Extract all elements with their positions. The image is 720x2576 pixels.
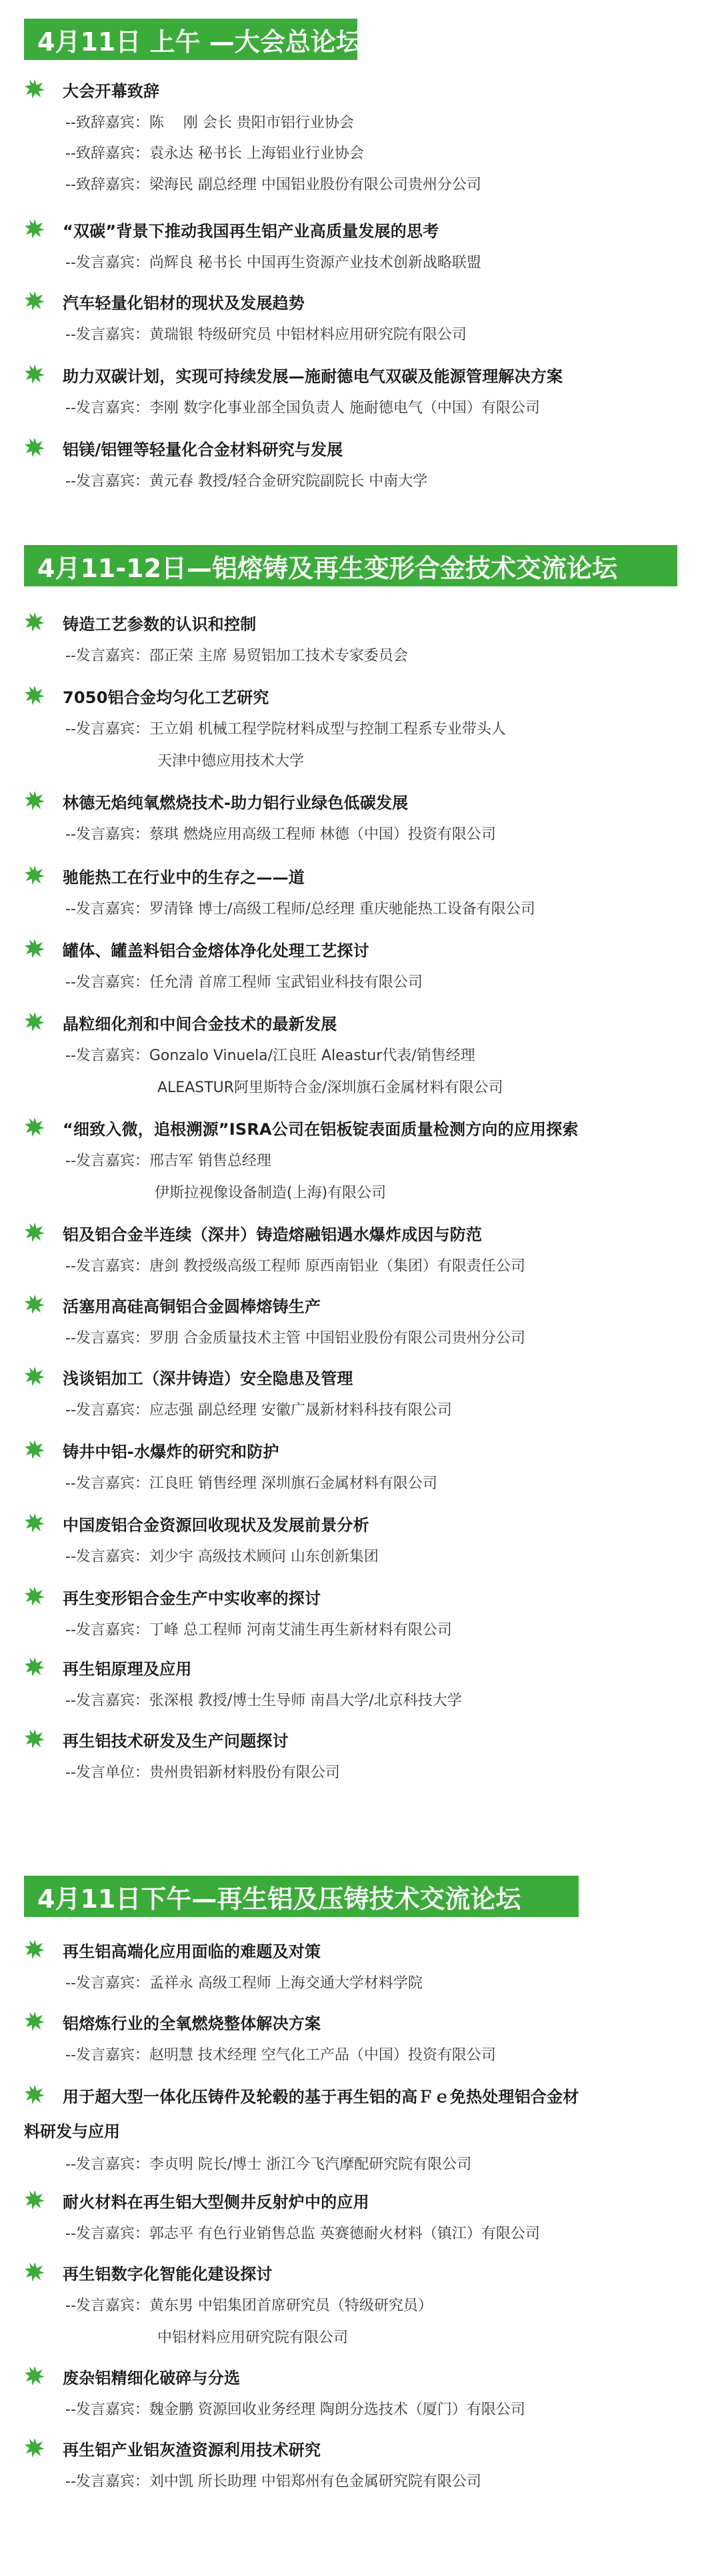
speaker-line: --致辞嘉宾：陈 刚 会长 贵阳市铝行业协会 <box>65 114 354 131</box>
agenda-item-title <box>24 1723 289 1755</box>
agenda-item-title-text: 大会开幕致辞 <box>63 81 160 101</box>
agenda-item-title <box>24 680 269 712</box>
agenda-item-title-text: 中国废铝合金资源回收现状及发展前景分析 <box>63 1515 369 1535</box>
agenda-item-title-text: 再生铝产业铝灰渣资源利用技术研究 <box>63 2440 321 2459</box>
leaf-bullet-icon <box>24 1728 45 1750</box>
speaker-line: --发言嘉宾：郭志平 有色行业销售总监 英赛德耐火材料（镇江）有限公司 <box>65 2225 540 2242</box>
leaf-bullet-icon <box>24 437 45 458</box>
agenda-item-title-continued: 料研发与应用 <box>24 2122 120 2141</box>
speaker-line: --发言嘉宾：孟祥永 高级工程师 上海交通大学材料学院 <box>65 1974 423 1992</box>
agenda-item-title <box>24 73 159 105</box>
speaker-line: --发言嘉宾：黄东男 中铝集团首席研究员（特级研究员） <box>65 2297 433 2314</box>
agenda-item-title <box>24 432 343 464</box>
agenda-item-title-text: 罐体、罐盖料铝合金熔体净化处理工艺探讨 <box>63 941 369 960</box>
leaf-bullet-icon <box>24 1011 45 1033</box>
agenda-item-title <box>24 860 305 892</box>
speaker-line: --发言嘉宾：李贞明 院长/博士 浙江今飞汽摩配研究院有限公司 <box>65 2156 472 2173</box>
leaf-bullet-icon <box>24 612 45 633</box>
agenda-item-title <box>24 358 563 390</box>
speaker-line: --发言嘉宾：江良旺 销售经理 深圳旗石金属材料有限公司 <box>65 1475 437 1492</box>
agenda-item-title-text: 再生铝技术研发及生产问题探讨 <box>63 1731 289 1750</box>
speaker-line: --致辞嘉宾：梁海民 副总经理 中国铝业股份有限公司贵州分公司 <box>65 176 481 193</box>
speaker-line: --发言嘉宾：张深根 教授/博士生导师 南昌大学/北京科技大学 <box>65 1692 462 1709</box>
leaf-bullet-icon <box>24 1294 45 1315</box>
speaker-affiliation: 中铝材料应用研究院有限公司 <box>157 2329 349 2346</box>
leaf-bullet-icon <box>24 1656 45 1678</box>
agenda-item-title <box>24 2079 579 2111</box>
agenda-item-title <box>24 1651 192 1683</box>
leaf-bullet-icon <box>24 2437 45 2459</box>
leaf-bullet-icon <box>24 938 45 960</box>
speaker-line: --发言嘉宾：任允清 首席工程师 宝武铝业科技有限公司 <box>65 973 423 991</box>
speaker-affiliation: 天津中德应用技术大学 <box>157 752 305 770</box>
agenda-item-title <box>24 2256 273 2288</box>
agenda-item-title <box>24 1934 321 1966</box>
speaker-line: --发言嘉宾：蔡琪 燃烧应用高级工程师 林德（中国）投资有限公司 <box>65 826 496 843</box>
agenda-item-title-text: 活塞用高硅高铜铝合金圆棒熔铸生产 <box>63 1297 321 1316</box>
speaker-line: --致辞嘉宾：袁永达 秘书长 上海铝业行业协会 <box>65 145 364 162</box>
agenda-item-title-text: 浅谈铝加工（深井铸造）安全隐患及管理 <box>63 1369 353 1388</box>
agenda-item-title-text: 汽车轻量化铝材的现状及发展趋势 <box>63 293 305 313</box>
speaker-line: --发言嘉宾：丁峰 总工程师 河南艾浦生再生新材料有限公司 <box>65 1621 452 1638</box>
agenda-item-title-text: “细致入微，追根溯源”ISRA公司在铝板锭表面质量检测方向的应用探索 <box>63 1119 579 1139</box>
speaker-line: --发言嘉宾：Gonzalo Vinuela/江良旺 Aleastur代表/销售经理 <box>65 1047 475 1064</box>
agenda-item-title <box>24 285 305 317</box>
agenda-item-title-text: 铝及铝合金半连续（深井）铸造熔融铝遇水爆炸成因与防范 <box>63 1225 483 1244</box>
section-header: 4月11-12日—铝熔铸及再生变形合金技术交流论坛 <box>24 545 677 586</box>
speaker-line: --发言嘉宾：刘中凯 所长助理 中铝郑州有色金属研究院有限公司 <box>65 2473 481 2490</box>
agenda-item-title-text: 林德无焰纯氧燃烧技术-助力铝行业绿色低碳发展 <box>63 793 409 812</box>
section-header: 4月11日下午—再生铝及压铸技术交流论坛 <box>24 1876 579 1917</box>
leaf-bullet-icon <box>24 364 45 385</box>
speaker-line: --发言嘉宾：李刚 数字化事业部全国负责人 施耐德电气（中国）有限公司 <box>65 399 540 416</box>
section-header: 4月11日 上午 —大会总论坛 <box>24 19 357 60</box>
agenda-item-title-text: 驰能热工在行业中的生存之——道 <box>63 868 305 887</box>
agenda-item-title <box>24 2184 369 2216</box>
agenda-item-title <box>24 1217 482 1249</box>
agenda-item-title-text: 助力双碳计划，实现可持续发展—施耐德电气双碳及能源管理解决方案 <box>63 366 563 386</box>
speaker-line: --发言嘉宾：尚辉良 秘书长 中国再生资源产业技术创新战略联盟 <box>65 254 481 271</box>
speaker-line: --发言嘉宾：黄瑞银 特级研究员 中铝材料应用研究院有限公司 <box>65 326 467 343</box>
leaf-bullet-icon <box>24 1439 45 1461</box>
leaf-bullet-icon <box>24 790 45 812</box>
speaker-line: --发言嘉宾：罗朋 合金质量技术主管 中国铝业股份有限公司贵州分公司 <box>65 1329 525 1347</box>
agenda-item-title-text: 用于超大型一体化压铸件及轮毂的基于再生铝的高Ｆｅ免热处理铝合金材 <box>63 2087 579 2106</box>
leaf-bullet-icon <box>24 2011 45 2032</box>
agenda-item-title-text: 铸井中铝-水爆炸的研究和防护 <box>63 1442 279 1461</box>
agenda-item-title-text: 铝熔炼行业的全氧燃烧整体解决方案 <box>63 2014 321 2033</box>
speaker-affiliation: ALEASTUR阿里斯特合金/深圳旗石金属材料有限公司 <box>157 1079 503 1096</box>
agenda-item-title <box>24 1507 369 1539</box>
speaker-line: --发言嘉宾：魏金鹏 资源回收业务经理 陶朗分选技术（厦门）有限公司 <box>65 2401 525 2418</box>
speaker-line: --发言嘉宾：邢吉军 销售总经理 <box>65 1152 271 1169</box>
speaker-line: --发言嘉宾：邵正荣 主席 易贸铝加工技术专家委员会 <box>65 647 408 664</box>
agenda-item-title-text: 废杂铝精细化破碎与分选 <box>63 2368 241 2387</box>
leaf-bullet-icon <box>24 219 45 240</box>
leaf-bullet-icon <box>24 1939 45 1960</box>
agenda-item-title <box>24 1289 321 1321</box>
agenda-item-title <box>24 2360 240 2392</box>
agenda-item-title-text: 耐火材料在再生铝大型侧井反射炉中的应用 <box>63 2192 369 2212</box>
speaker-line: --发言嘉宾：刘少宇 高级技术顾问 山东创新集团 <box>65 1548 379 1565</box>
agenda-item-title-text: 铸造工艺参数的认识和控制 <box>63 614 257 634</box>
speaker-line: --发言嘉宾：罗清锋 博士/高级工程师/总经理 重庆驰能热工设备有限公司 <box>65 900 535 918</box>
speaker-line: --发言嘉宾：赵明慧 技术经理 空气化工产品（中国）投资有限公司 <box>65 2046 496 2064</box>
agenda-item-title <box>24 1111 579 1143</box>
agenda-item-title <box>24 2432 321 2464</box>
speaker-line: --发言嘉宾：应志强 副总经理 安徽广晟新材料科技有限公司 <box>65 1401 452 1419</box>
agenda-item-title-text: 7050铝合金均匀化工艺研究 <box>63 688 269 707</box>
speaker-affiliation: 伊斯拉视像设备制造(上海)有限公司 <box>155 1184 387 1201</box>
agenda-item-title <box>24 1006 337 1038</box>
agenda-item-title <box>24 606 256 638</box>
agenda-item-title-text: 再生铝原理及应用 <box>63 1659 192 1678</box>
leaf-bullet-icon <box>24 291 45 312</box>
agenda-item-title-text: 再生铝高端化应用面临的难题及对策 <box>63 1942 321 1961</box>
agenda-item-title-text: 再生变形铝合金生产中实收率的探讨 <box>63 1589 321 1608</box>
speaker-line: --发言单位：贵州贵铝新材料股份有限公司 <box>65 1764 340 1781</box>
speaker-line: --发言嘉宾：王立娟 机械工程学院材料成型与控制工程系专业带头人 <box>65 720 506 738</box>
agenda-item-title-text: 晶粒细化剂和中间合金技术的最新发展 <box>63 1014 337 1033</box>
leaf-bullet-icon <box>24 1513 45 1534</box>
agenda-item-title <box>24 213 439 245</box>
leaf-bullet-icon <box>24 2190 45 2211</box>
leaf-bullet-icon <box>24 1222 45 1243</box>
leaf-bullet-icon <box>24 2084 45 2106</box>
agenda-item-title <box>24 2006 321 2038</box>
leaf-bullet-icon <box>24 2365 45 2387</box>
agenda-item-title <box>24 933 369 965</box>
leaf-bullet-icon <box>24 1586 45 1607</box>
agenda-item-title <box>24 1581 321 1612</box>
leaf-bullet-icon <box>24 1117 45 1138</box>
leaf-bullet-icon <box>24 865 45 886</box>
speaker-line: --发言嘉宾：黄元春 教授/轻合金研究院副院长 中南大学 <box>65 472 428 490</box>
agenda-item-title-text: “双碳”背景下推动我国再生铝产业高质量发展的思考 <box>63 221 439 241</box>
agenda-item-title <box>24 1361 353 1393</box>
leaf-bullet-icon <box>24 1366 45 1387</box>
agenda-item-title-text: 铝镁/铝锂等轻量化合金材料研究与发展 <box>63 440 343 459</box>
agenda-item-title <box>24 785 408 817</box>
leaf-bullet-icon <box>24 79 45 100</box>
agenda-item-title-text: 再生铝数字化智能化建设探讨 <box>63 2264 273 2283</box>
leaf-bullet-icon <box>24 2261 45 2283</box>
leaf-bullet-icon <box>24 685 45 706</box>
speaker-line: --发言嘉宾：唐剑 教授级高级工程师 原西南铝业（集团）有限责任公司 <box>65 1257 525 1275</box>
agenda-item-title <box>24 1434 279 1466</box>
